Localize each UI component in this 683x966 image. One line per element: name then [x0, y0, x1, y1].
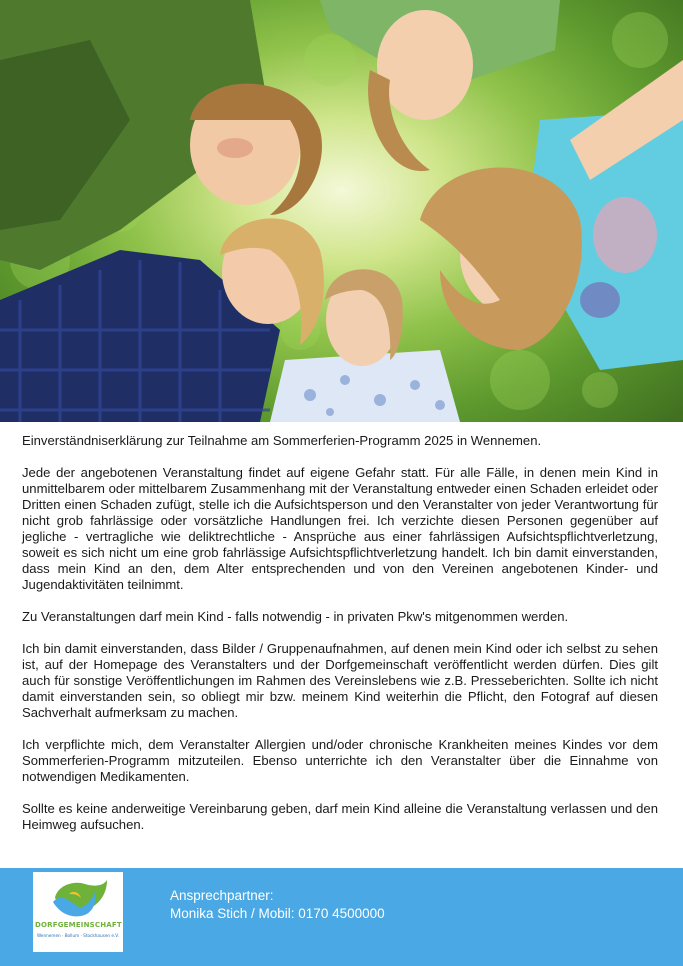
wave-logo-icon	[33, 872, 123, 922]
contact-line: Monika Stich / Mobil: 0170 4500000	[170, 906, 385, 921]
logo-name-text: DORFGEMEINSCHAFT	[35, 921, 122, 929]
paragraph-liability: Jede der angebotenen Veranstaltung findet auf eigene Gefahr statt. Für alle Fälle, in denen mein Kind in unmittelbarem oder mittelbarem Zusammenhang mit der Veranstaltung entweder einen Schaden erleidet oder Dritten einen Schaden zufügt, stelle ich die Aufsichtsperson und den Veranstalter von jeder Verantwortung für nicht grob fahrlässige oder vorsätzliche Handlungen frei. Ich verzichte diesen Personen gegenüber auf jegliche - vertragliche wie deliktrechtliche - Ansprüche aus einer fahrlässigen Aufsichtspflichtverletzung, soweit es sich nicht um eine grob fahrlässige Aufsichtspflichtverletzung handelt. Ich bin damit einverstanden, dass mein Kind an den, dem Alter entsprechenden und von den Vereinen angebotenen Kinder- und Jugendaktivitäten teilnimmt.	[22, 465, 658, 592]
consent-text	[22, 433, 658, 849]
paragraph-transport: Zu Veranstaltungen darf mein Kind - falls notwendig - in privaten Pkw's mitgenommen werden.	[22, 609, 569, 624]
contact-info	[170, 887, 385, 923]
header-photo-children-circle	[0, 0, 683, 422]
document-title: Einverständniserklärung zur Teilnahme am Sommerferien-Programm 2025 in Wennemen.	[22, 433, 542, 448]
dorfgemeinschaft-logo	[33, 872, 123, 952]
paragraph-allergies: Ich verpflichte mich, dem Veranstalter Allergien und/oder chronische Krankheiten meines Kindes vor dem Sommerferien-Programm mitzuteilen. Ebenso unterrichte ich den Veranstalter über die Einnahme von notwendigen Medikamenten.	[22, 737, 658, 784]
paragraph-leaving: Sollte es keine anderweitige Vereinbarung geben, darf mein Kind alleine die Veranstaltung verlassen und den Heimweg aufsuchen.	[22, 801, 658, 832]
paragraph-photos: Ich bin damit einverstanden, dass Bilder / Gruppenaufnahmen, auf denen mein Kind oder ich selbst zu sehen ist, auf der Homepage des Veranstalters und der Dorfgemeinschaft veröffentlicht werden dürfen. Dies gilt auch für sonstige Veröffentlichungen im Rahmen des Vereinslebens wie z.B. Presseberichten. Sollte ich nicht damit einverstanden sein, so obliegt mir bzw. meinem Kind weiterhin die Pflicht, den Fotograf auf diesen Sachverhalt aufmerksam zu machen.	[22, 641, 658, 720]
contact-label: Ansprechpartner:	[170, 888, 274, 903]
footer-bar	[0, 868, 683, 966]
logo-subtitle-text: Wennemen · Bollum · Stockhausen e.V.	[37, 933, 119, 938]
